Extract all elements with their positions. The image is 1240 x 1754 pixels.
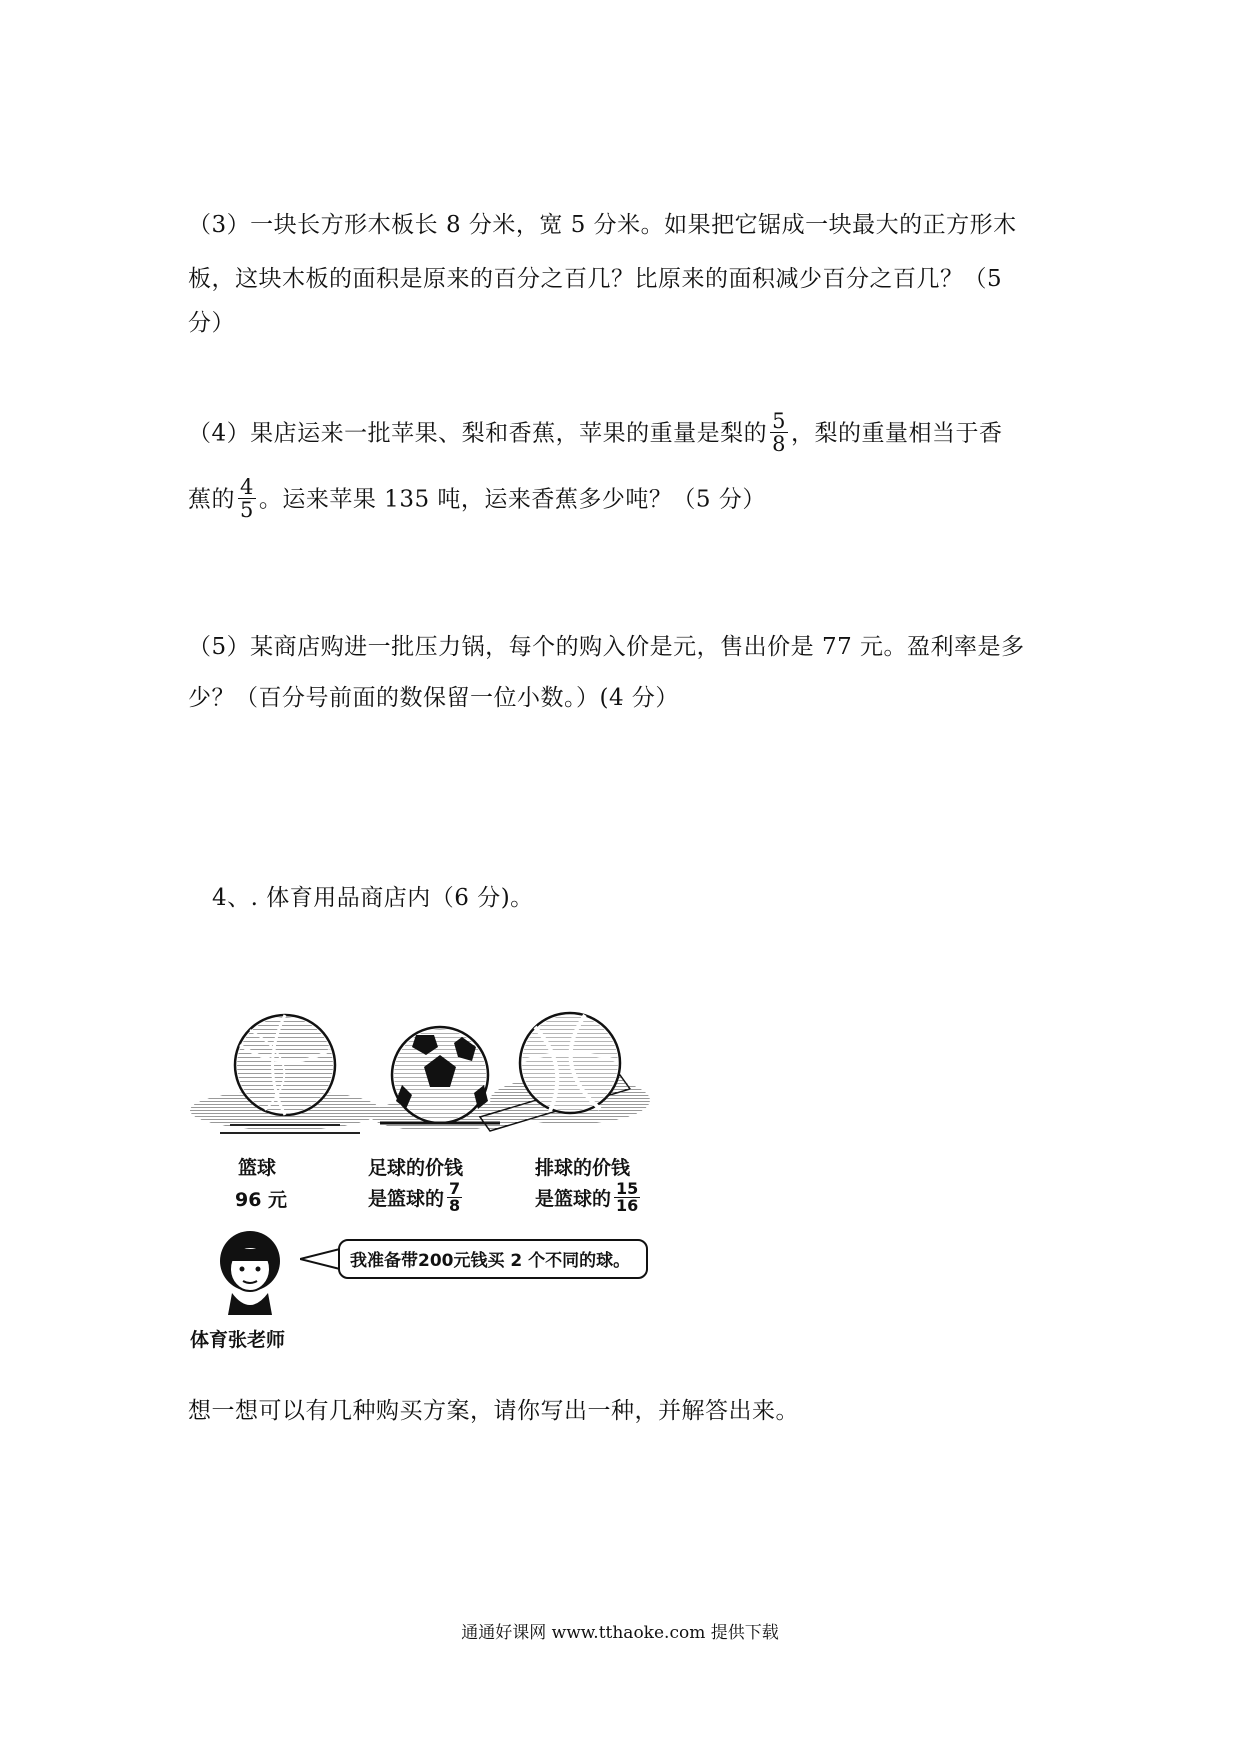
footer-credit: 通通好课网 www.tthaoke.com 提供下载: [461, 1623, 779, 1643]
volleyball-icon: [480, 1013, 650, 1131]
fraction-15-16: $\frac{15}{16}$: [616, 1179, 639, 1215]
sports-store-figure: [190, 1005, 700, 1370]
fraction-5-8: $\frac{5}{8}$: [772, 409, 787, 456]
q4-line-1-pre: （4）果店运来一批苹果、梨和香蕉，苹果的重量是梨的: [188, 420, 768, 447]
q3-line-2: 板，这块木板的面积是原来的百分之百几？比原来的面积减少百分之百几？（5: [188, 266, 1003, 292]
q5-line-1: （5）某商店购进一批压力锅，每个的购入价是元，售出价是 77 元。盈利率是多: [188, 634, 1025, 660]
q4-line-2-pre: 蕉的: [188, 486, 235, 513]
speech-pointer: [300, 1245, 340, 1275]
volleyball-label: 排球的价钱: [535, 1157, 631, 1179]
q4-line-1-post: ，梨的重量相当于香: [791, 420, 1003, 447]
q3-line-1: （3）一块长方形木板长 8 分米，宽 5 分米。如果把它锯成一块最大的正方形木: [188, 212, 1017, 238]
basketball-icon: [190, 1015, 380, 1133]
q4-line-1: [188, 409, 1003, 457]
q4-line-2: [188, 475, 766, 523]
q4-line-2-post: 。运来苹果 135 吨，运来香蕉多少吨？（5 分）: [258, 486, 766, 513]
basketball-price: 96 元: [235, 1189, 288, 1211]
question-prompt: 想一想可以有几种购买方案，请你写出一种，并解答出来。: [188, 1398, 799, 1424]
football-ratio: 是篮球的 $\frac{7}{8}$: [368, 1179, 461, 1215]
basketball-label: 篮球: [238, 1157, 277, 1179]
section-4-title: 4、. 体育用品商店内（6 分)。: [212, 885, 534, 911]
volleyball-ratio: 是篮球的 $\frac{15}{16}$: [535, 1179, 639, 1215]
teacher-label: 体育张老师: [190, 1329, 286, 1351]
q3-line-3: 分）: [188, 310, 235, 336]
fraction-7-8: $\frac{7}{8}$: [449, 1179, 461, 1215]
speech-bubble: 我准备带200元钱买 2 个不同的球。: [338, 1239, 648, 1279]
football-label: 足球的价钱: [368, 1157, 464, 1179]
q5-line-2: 少？（百分号前面的数保留一位小数。）(4 分）: [188, 685, 679, 711]
fraction-4-5: $\frac{4}{5}$: [240, 475, 254, 522]
teacher-avatar-icon: [210, 1227, 290, 1317]
